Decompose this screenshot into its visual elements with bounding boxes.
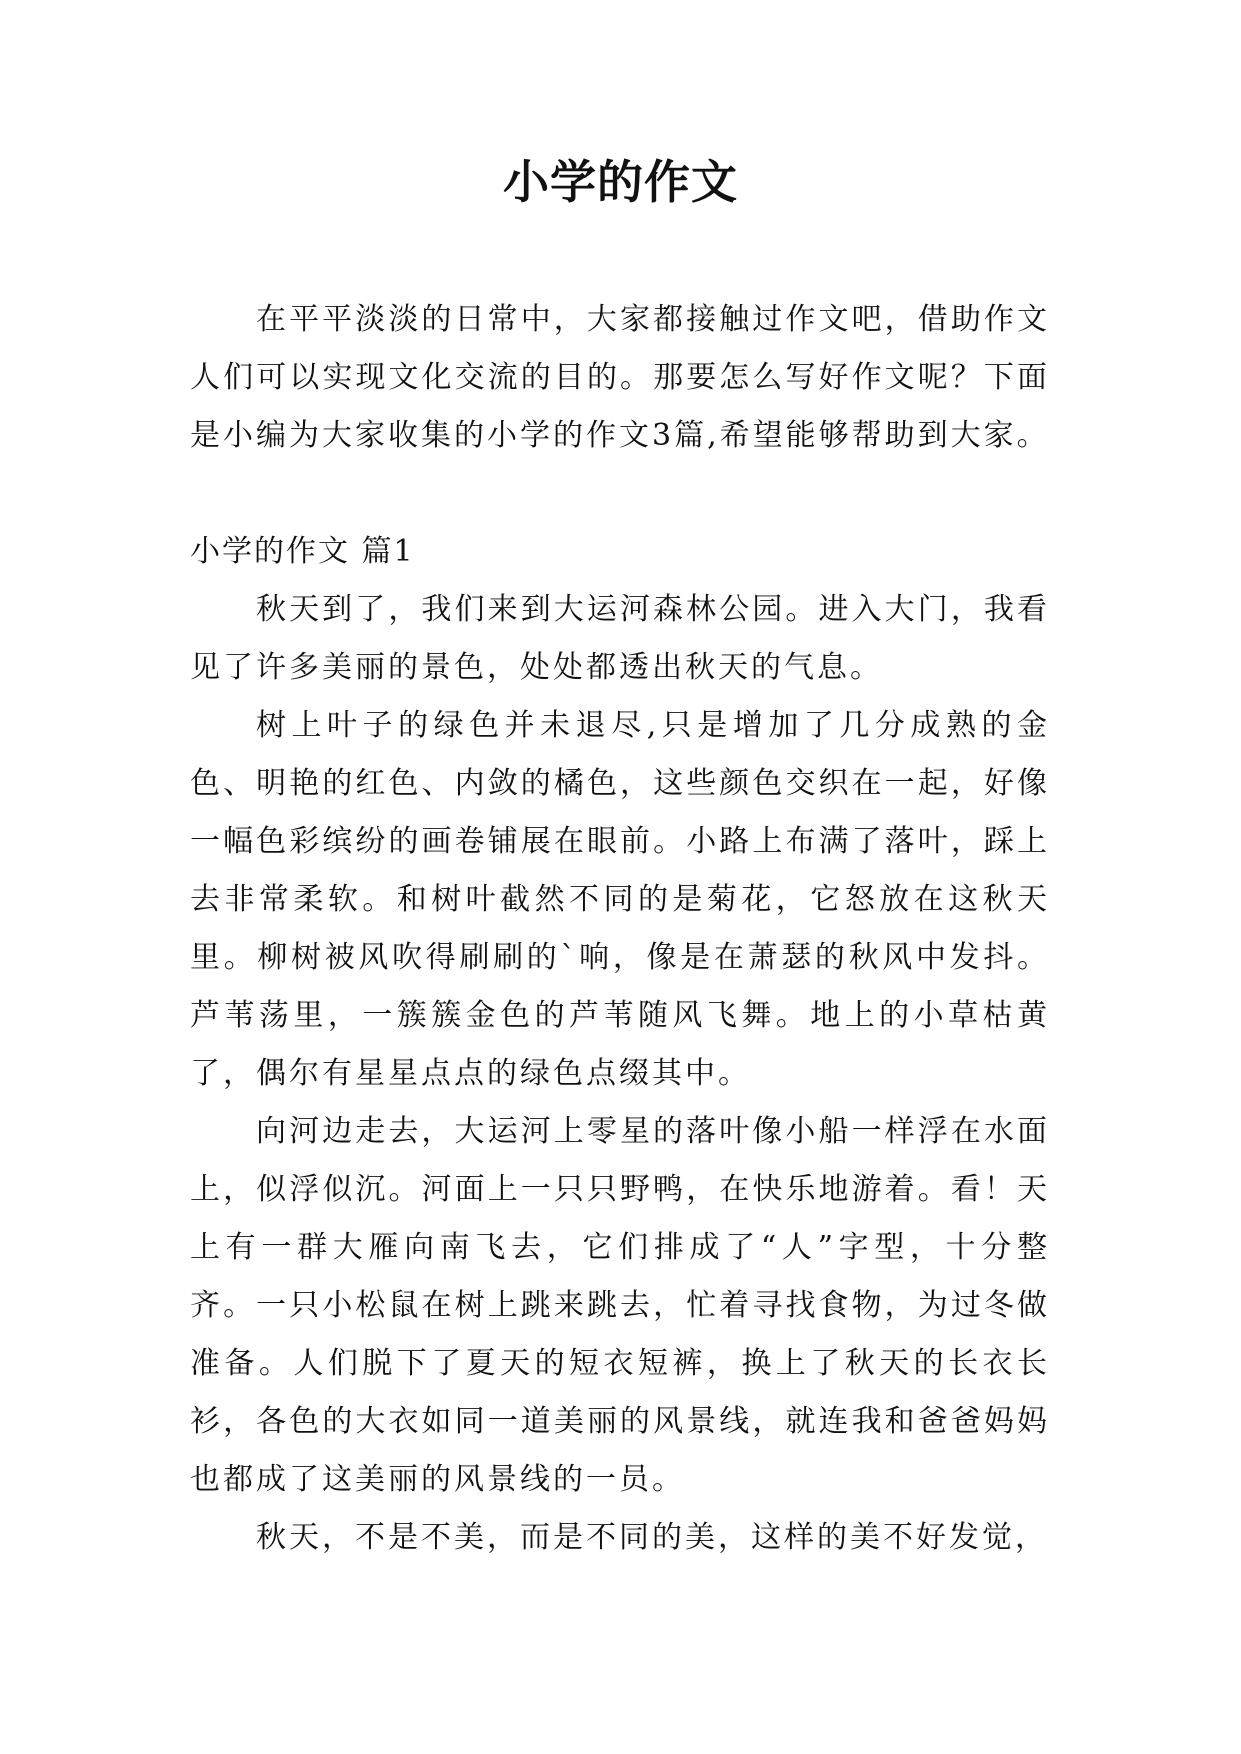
intro-paragraph: 在平平淡淡的日常中，大家都接触过作文吧，借助作文人们可以实现文化交流的目的。那要怎么写好作文呢？下面是小编为大家收集的小学的作文3篇,希望能够帮助到大家。 (190, 302, 1050, 453)
document-title: 小学的作文 (503, 155, 738, 209)
body-paragraph-4: 秋天，不是不美，而是不同的美，这样的美不好发觉， (256, 1520, 1048, 1555)
body-paragraph-1: 秋天到了，我们来到大运河森林公园。进入大门，我看见了许多美丽的景色，处处都透出秋天的气息。 (190, 592, 1050, 685)
document-body (190, 291, 1050, 1567)
section-heading: 小学的作文 篇1 (190, 534, 415, 569)
body-paragraph-2: 树上叶子的绿色并未退尽,只是增加了几分成熟的金色、明艳的红色、内敛的橘色，这些颜色交织在一起，好像一幅色彩缤纷的画卷铺展在眼前。小路上布满了落叶，踩上去非常柔软。和树叶截然不同的是菊花，它怒放在这秋天里。柳树被风吹得刷刷的`响，像是在萧瑟的秋风中发抖。芦苇荡里，一簇簇金色的芦苇随风飞舞。地上的小草枯黄了，偶尔有星星点点的绿色点缀其中。 (190, 708, 1050, 1091)
body-paragraph-3: 向河边走去，大运河上零星的落叶像小船一样浮在水面上，似浮似沉。河面上一只只野鸭，在快乐地游着。看！天上有一群大雁向南飞去，它们排成了“人”字型，十分整齐。一只小松鼠在树上跳来跳去，忙着寻找食物，为过冬做准备。人们脱下了夏天的短衣短裤，换上了秋天的长衣长衫，各色的大衣如同一道美丽的风景线，就连我和爸爸妈妈也都成了这美丽的风景线的一员。 (190, 1114, 1050, 1497)
